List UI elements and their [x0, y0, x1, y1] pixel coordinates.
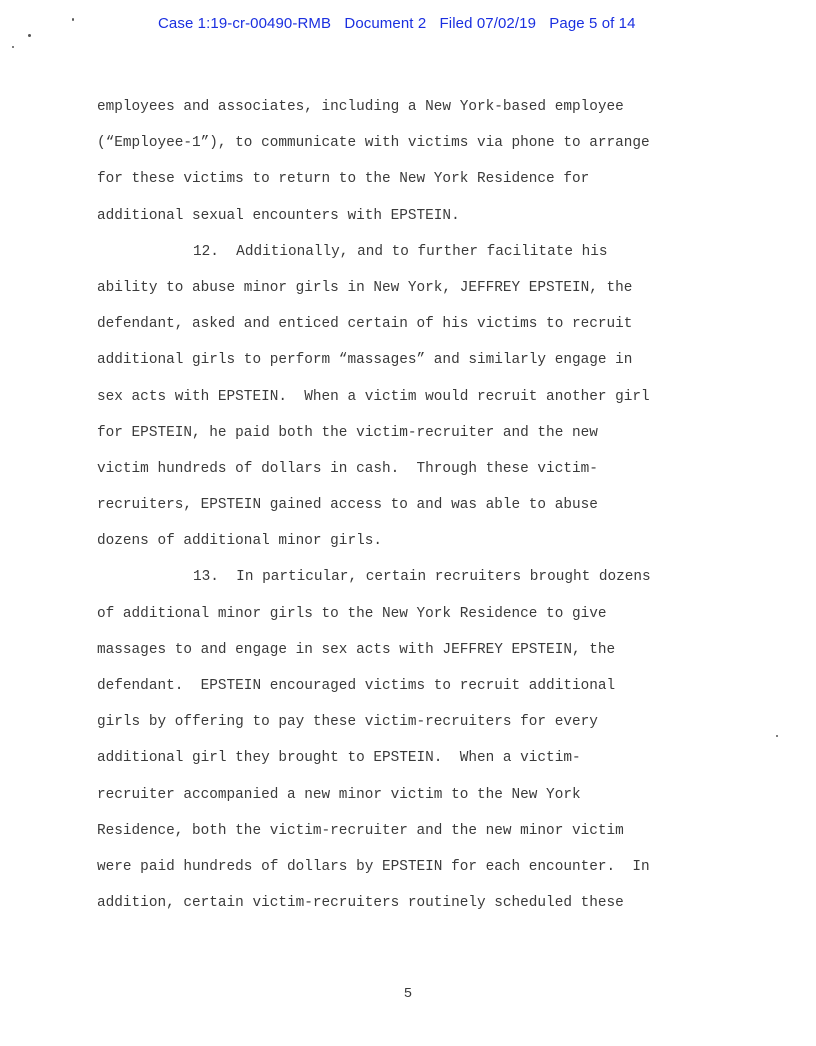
body-line: additional sexual encounters with EPSTEIN.	[97, 207, 460, 224]
body-line: recruiter accompanied a new minor victim to the New York	[97, 786, 581, 803]
body-line: employees and associates, including a New York-based employee	[97, 99, 624, 115]
scan-speck	[72, 18, 74, 21]
body-line: additional girl they brought to EPSTEIN. When a victim-	[97, 750, 581, 767]
page-count: Page 5 of 14	[549, 15, 636, 32]
document-number: Document 2	[344, 15, 427, 32]
body-line: addition, certain victim-recruiters routinely scheduled these	[97, 895, 624, 912]
body-line: ability to abuse minor girls in New York, JEFFREY EPSTEIN, the	[97, 279, 633, 296]
body-line: defendant, asked and enticed certain of his victims to recruit	[97, 316, 633, 333]
body-line: girls by offering to pay these victim-recruiters for every	[97, 714, 598, 731]
case-number: Case 1:19-cr-00490-RMB	[158, 15, 332, 32]
scan-speck	[12, 46, 14, 48]
paragraph-13-start: 13. In particular, certain recruiters brought dozens	[193, 569, 651, 586]
body-line: for EPSTEIN, he paid both the victim-recruiter and the new	[97, 424, 598, 441]
scan-speck	[776, 735, 778, 737]
body-line: were paid hundreds of dollars by EPSTEIN for each encounter. In	[97, 858, 650, 875]
body-line: Residence, both the victim-recruiter and the new minor victim	[97, 822, 624, 839]
paragraph-12-start: 12. Additionally, and to further facilitate his	[193, 243, 608, 260]
body-line: massages to and engage in sex acts with JEFFREY EPSTEIN, the	[97, 641, 616, 658]
body-line: sex acts with EPSTEIN. When a victim would recruit another girl	[97, 388, 650, 405]
document-body	[97, 96, 737, 928]
body-line: victim hundreds of dollars in cash. Through these victim-	[97, 460, 598, 477]
filed-date: Filed 07/02/19	[439, 15, 537, 32]
body-line: dozens of additional minor girls.	[97, 533, 382, 550]
body-line: for these victims to return to the New York Residence for	[97, 171, 590, 188]
body-line: of additional minor girls to the New York Residence to give	[97, 605, 607, 622]
body-line: recruiters, EPSTEIN gained access to and was able to abuse	[97, 497, 598, 514]
ecf-filing-header	[158, 15, 718, 32]
page-number: 5	[403, 986, 413, 1002]
body-line: additional girls to perform “massages” and similarly engage in	[97, 352, 633, 369]
body-line: defendant. EPSTEIN encouraged victims to recruit additional	[97, 678, 616, 694]
body-line: (“Employee-1”), to communicate with victims via phone to arrange	[97, 135, 650, 152]
scan-speck	[28, 34, 31, 37]
